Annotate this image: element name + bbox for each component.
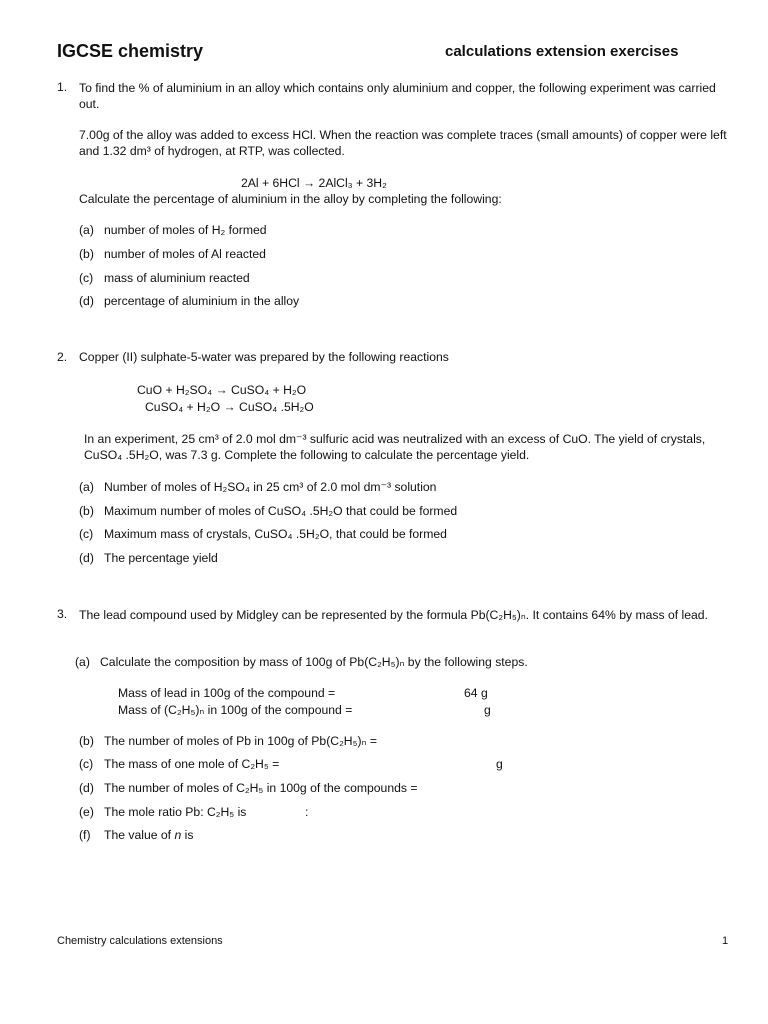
q2-number: 2. xyxy=(57,350,68,364)
footer-text: Chemistry calculations extensions xyxy=(57,935,223,947)
page-title: IGCSE chemistry xyxy=(57,41,204,61)
q3-part-a-text: Calculate the composition by mass of 100g of Pb(C₂H₅)ₙ by the following steps. xyxy=(100,655,528,669)
q2-part-b-text: Maximum number of moles of CuSO₄ .5H₂O that could be formed xyxy=(104,504,458,518)
q1-part-b-text: number of moles of Al reacted xyxy=(104,247,266,261)
page-subtitle: calculations extension exercises xyxy=(445,43,679,60)
q1-equation: 2Al + 6HCl → 2AlCl₃ + 3H₂ xyxy=(241,176,387,190)
q1-part-a-label: (a) xyxy=(79,223,94,237)
q3-part-c-text: The mass of one mole of C₂H₅ = xyxy=(104,757,280,771)
q3-part-c-label: (c) xyxy=(79,757,94,771)
q3-part-a-label: (a) xyxy=(75,655,90,669)
q3-mass-c2h5-label: Mass of (C₂H₅)ₙ in 100g of the compound = xyxy=(118,703,353,717)
q3-part-d-text: The number of moles of C₂H₅ in 100g of the compounds = xyxy=(104,781,418,795)
q2-part-b-label: (b) xyxy=(79,504,94,518)
q2-equation-2: CuSO₄ + H₂O → CuSO₄ .5H₂O xyxy=(145,400,314,414)
q2-intro: Copper (II) sulphate-5-water was prepared by the following reactions xyxy=(79,350,449,364)
q3-part-d-label: (d) xyxy=(79,781,94,795)
q2-part-c-label: (c) xyxy=(79,527,94,541)
page-number: 1 xyxy=(722,935,729,947)
q2-part-d-label: (d) xyxy=(79,551,94,565)
q3-mass-lead-value: 64 g xyxy=(464,686,488,700)
q1-part-a-text: number of moles of H₂ formed xyxy=(104,223,267,237)
q3-part-c-unit: g xyxy=(496,757,503,771)
q3-intro: The lead compound used by Midgley can be represented by the formula Pb(C₂H₅)ₙ. It contains 64% by mass of lead. xyxy=(79,608,708,622)
q2-paragraph: In an experiment, 25 cm³ of 2.0 mol dm⁻³ sulfuric acid was neutralized with an excess of CuO. The yield of crystals, CuSO₄ .5H₂O, was 7.3 g. Complete the following to calculate the percentage yield. xyxy=(84,432,706,462)
q3-part-e-text: The mole ratio Pb: C₂H₅ is xyxy=(104,805,247,819)
q1-part-c-label: (c) xyxy=(79,271,94,285)
q1-part-d-label: (d) xyxy=(79,294,94,308)
q3-part-f-text xyxy=(104,828,193,842)
q3-mass-c2h5-unit: g xyxy=(484,703,491,717)
q2-part-a-label: (a) xyxy=(79,480,94,494)
q3-part-f-label: (f) xyxy=(79,828,91,842)
q1-instruction: Calculate the percentage of aluminium in the alloy by completing the following: xyxy=(79,192,502,206)
q3-part-f-pre: The value of xyxy=(104,828,172,842)
q3-part-e-colon: : xyxy=(305,805,309,819)
q3-number: 3. xyxy=(57,607,68,621)
q1-number: 1. xyxy=(57,80,68,94)
q2-part-a-text: Number of moles of H₂SO₄ in 25 cm³ of 2.0 mol dm⁻³ solution xyxy=(104,480,437,494)
q3-part-e-label: (e) xyxy=(79,805,94,819)
q1-part-c-text: mass of aluminium reacted xyxy=(104,271,250,285)
q3-mass-lead-label: Mass of lead in 100g of the compound = xyxy=(118,686,336,700)
q2-equation-1: CuO + H₂SO₄ → CuSO₄ + H₂O xyxy=(137,383,307,397)
q1-intro: To find the % of aluminium in an alloy which contains only aluminium and copper, the following experiment was carried out. xyxy=(79,81,716,111)
q3-part-b-label: (b) xyxy=(79,734,94,748)
q3-part-f-post: is xyxy=(184,828,194,842)
q3-part-b-text: The number of moles of Pb in 100g of Pb(C₂H₅)ₙ = xyxy=(104,734,377,748)
q2-part-c-text: Maximum mass of crystals, CuSO₄ .5H₂O, that could be formed xyxy=(104,527,447,541)
q3-part-f-n: n xyxy=(174,828,182,842)
q1-paragraph: 7.00g of the alloy was added to excess HCl. When the reaction was complete traces (small amounts) of copper were left and 1.32 dm³ of hydrogen, at RTP, was collected. xyxy=(79,128,727,158)
q1-part-b-label: (b) xyxy=(79,247,94,261)
q2-part-d-text: The percentage yield xyxy=(104,551,218,565)
q1-part-d-text: percentage of aluminium in the alloy xyxy=(104,294,300,308)
